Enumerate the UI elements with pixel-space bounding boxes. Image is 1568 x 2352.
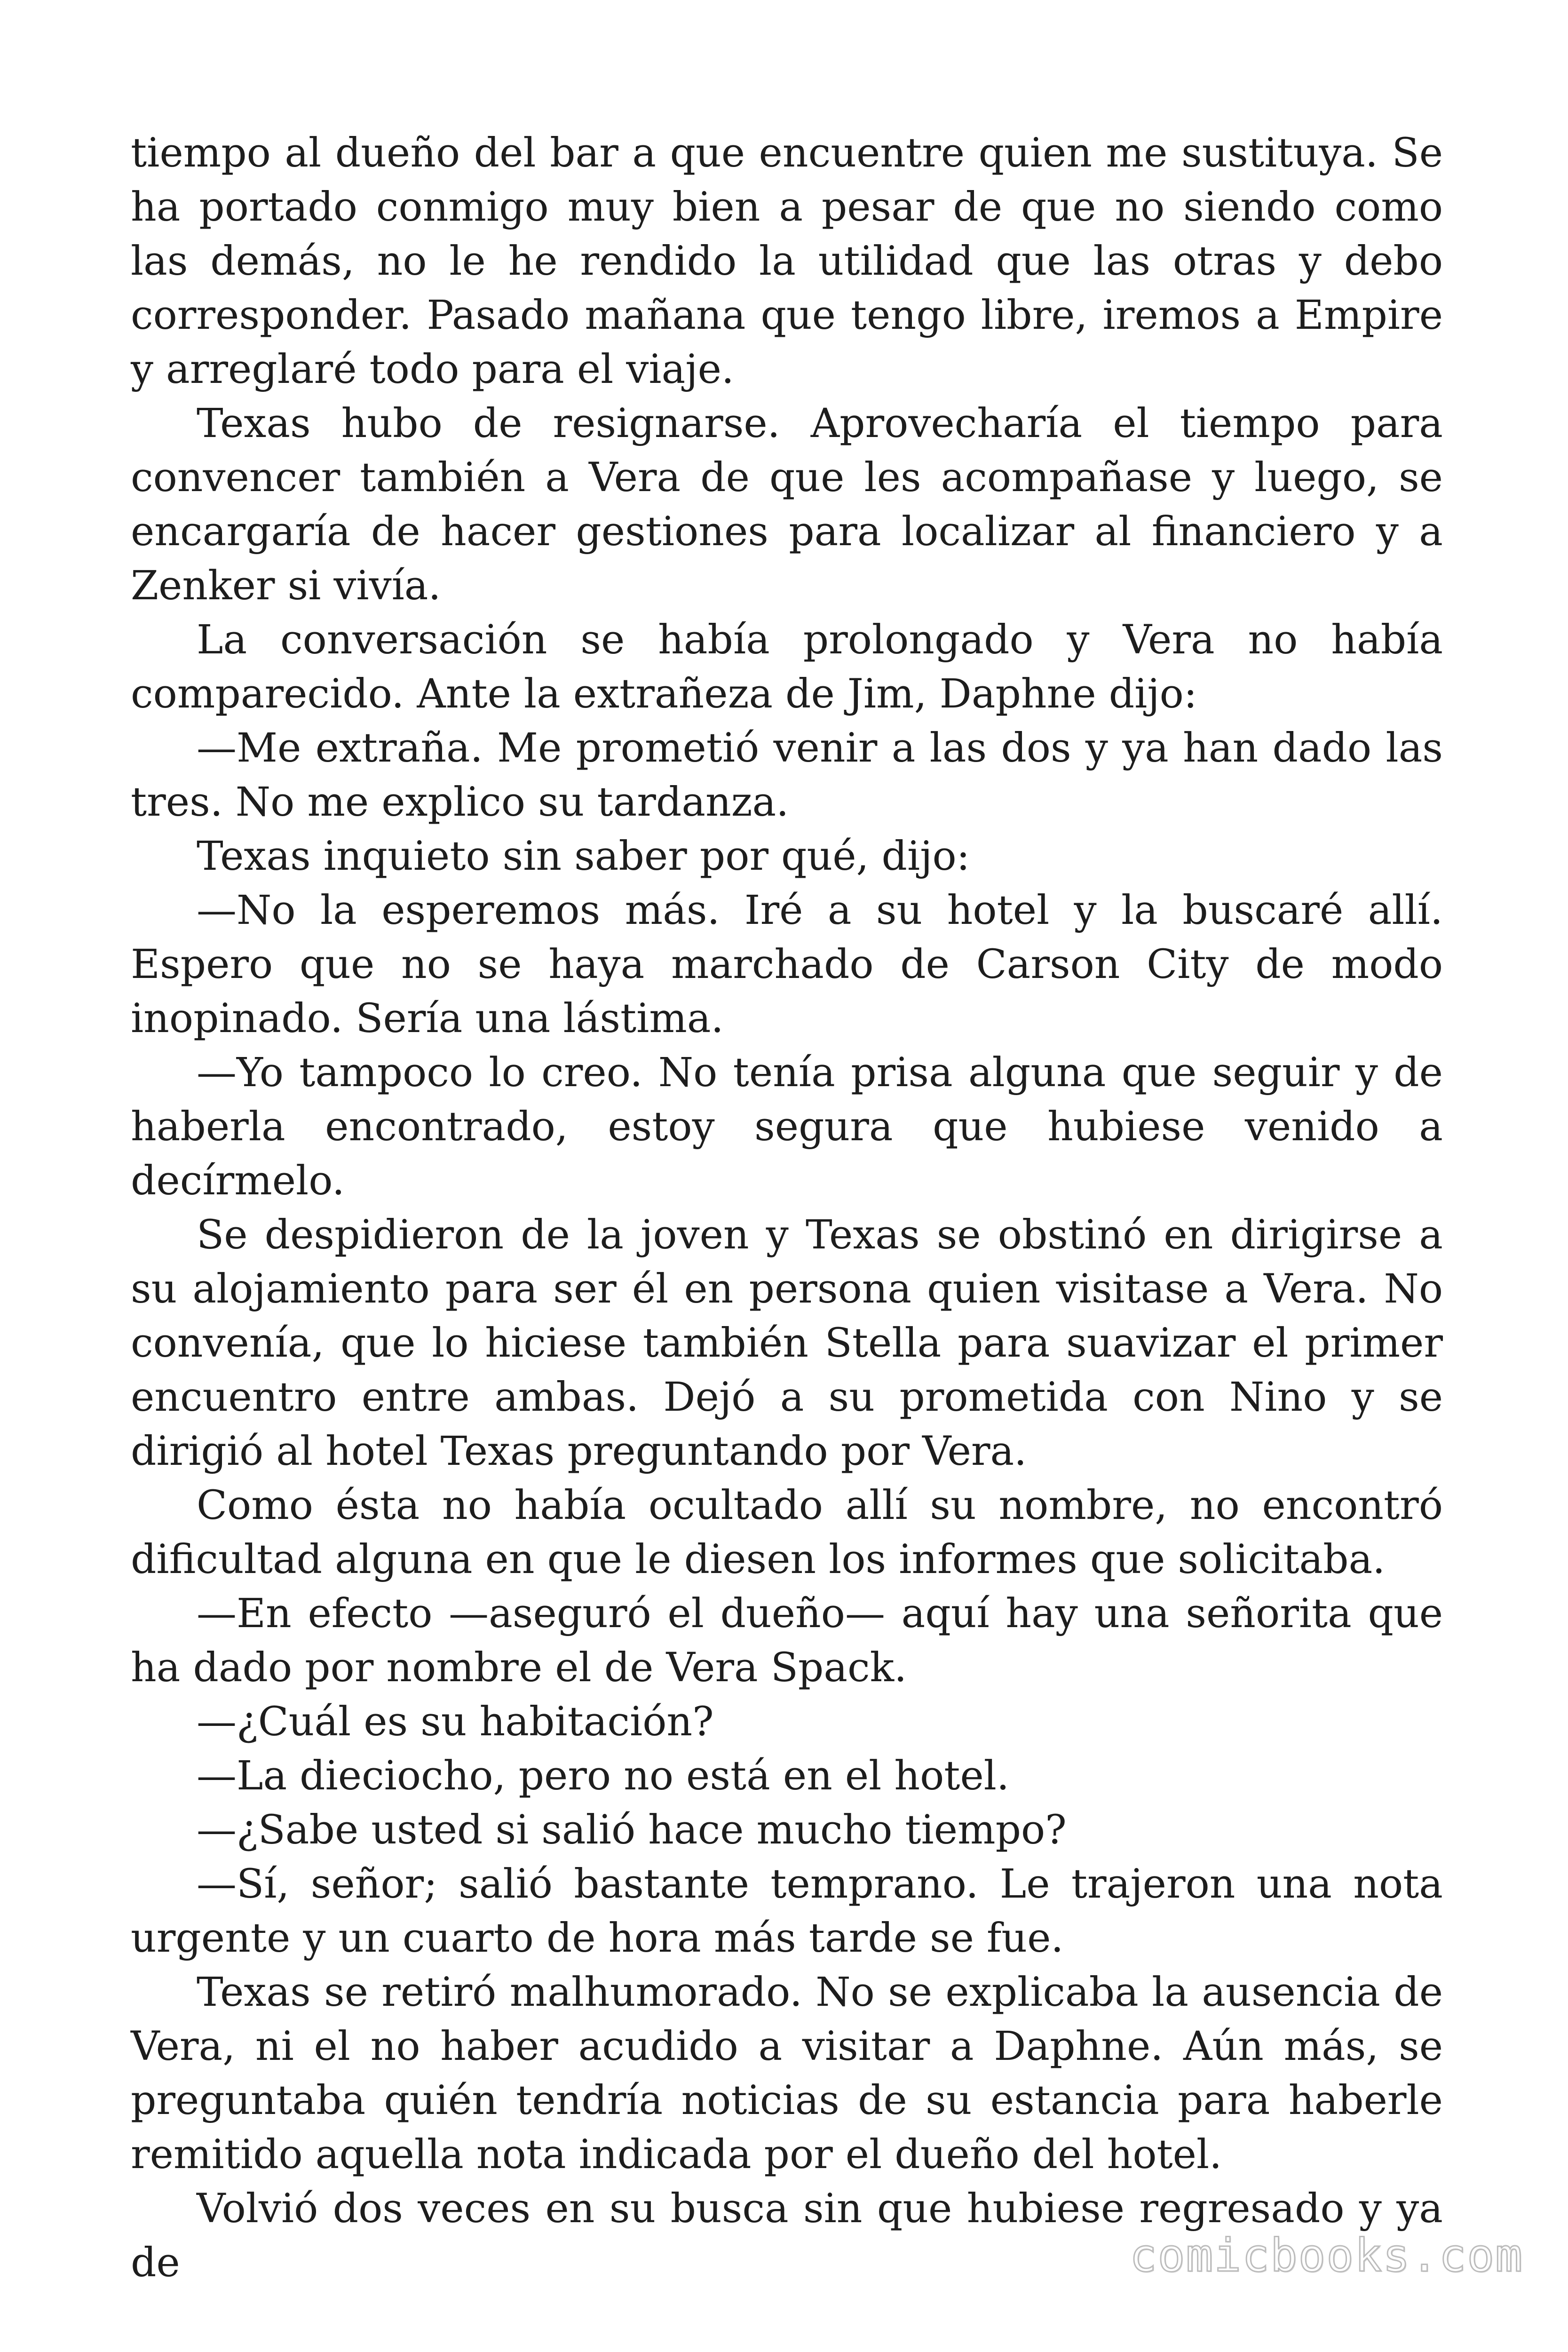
- paragraph: Se despidieron de la joven y Texas se obstinó en dirigirse a su alojamiento para ser él en persona quien visitase a Vera. No convenía, que lo hiciese también Stella para suavizar el primer encuentro entre ambas. Dejó a su prometida con Nino y se dirigió al hotel Texas preguntando por Vera.: [131, 1212, 1443, 1475]
- paragraph: —Sí, señor; salió bastante temprano. Le trajeron una nota urgente y un cuarto de hora más tarde se fue.: [131, 1861, 1443, 1962]
- paragraph: Texas se retiró malhumorado. No se explicaba la ausencia de Vera, ni el no haber acudido a visitar a Daphne. Aún más, se preguntaba quién tendría noticias de su estancia para haberle remitido aquella nota indicada por el dueño del hotel.: [131, 1969, 1443, 2178]
- page-body: [131, 126, 1443, 2290]
- paragraph: —Yo tampoco lo creo. No tenía prisa alguna que seguir y de haberla encontrado, estoy segura que hubiese venido a decírmelo.: [131, 1049, 1443, 1204]
- paragraph: Texas inquieto sin saber por qué, dijo:: [197, 833, 970, 880]
- paragraph: —No la esperemos más. Iré a su hotel y la buscaré allí. Espero que no se haya marchado de Carson City de modo inopinado. Sería una lástima.: [131, 887, 1443, 1042]
- paragraph: —¿Sabe usted si salió hace mucho tiempo?: [197, 1807, 1067, 1853]
- paragraph: tiempo al dueño del bar a que encuentre quien me sustituya. Se ha portado conmigo muy bien a pesar de que no siendo como las demás, no le he rendido la utilidad que las otras y debo corresponder. Pasado mañana que tengo libre, iremos a Empire y arreglaré todo para el viaje.: [131, 130, 1443, 393]
- paragraph: —La dieciocho, pero no está en el hotel.: [197, 1753, 1009, 1799]
- paragraph: —¿Cuál es su habitación?: [197, 1699, 714, 1745]
- paragraph: —Me extraña. Me prometió venir a las dos y ya han dado las tres. No me explico su tardanza.: [131, 725, 1443, 826]
- paragraph: Volvió dos veces en su busca sin que hubiese regresado y ya de: [131, 2185, 1443, 2286]
- paragraph: —En efecto —aseguró el dueño— aquí hay una señorita que ha dado por nombre el de Vera Spack.: [131, 1590, 1443, 1691]
- paragraph: Texas hubo de resignarse. Aprovecharía el tiempo para convencer también a Vera de que les acompañase y luego, se encargaría de hacer gestiones para localizar al financiero y a Zenker si vivía.: [131, 400, 1443, 609]
- paragraph: La conversación se había prolongado y Vera no había comparecido. Ante la extrañeza de Jim, Daphne dijo:: [131, 617, 1443, 717]
- paragraph: Como ésta no había ocultado allí su nombre, no encontró dificultad alguna en que le diesen los informes que solicitaba.: [131, 1482, 1443, 1583]
- watermark: comicbooks.com: [1129, 2229, 1523, 2282]
